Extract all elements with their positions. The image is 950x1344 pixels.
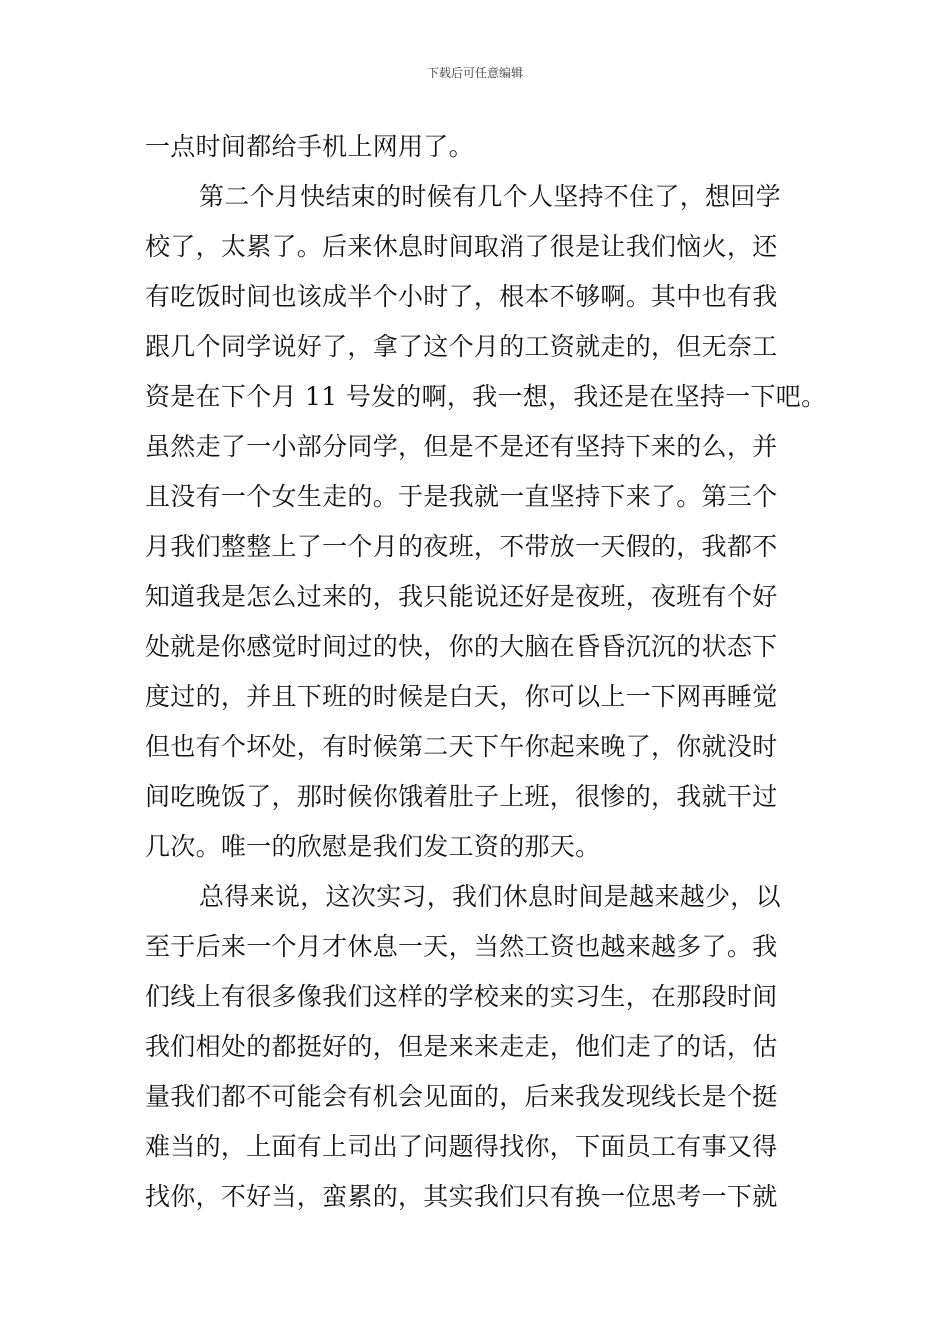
text-line: 处就是你感觉时间过的快，你的大脑在昏昏沉沉的状态下 <box>145 632 778 661</box>
text-line: 至于后来一个月才休息一天，当然工资也越来越多了。我 <box>145 932 778 961</box>
text-line: 且没有一个女生走的。于是我就一直坚持下来了。第三个 <box>145 482 778 511</box>
text-line: 虽然走了一小部分同学，但是不是还有坚持下来的么，并 <box>145 432 778 461</box>
text-line: 度过的，并且下班的时候是白天，你可以上一下网再睡觉 <box>145 682 778 711</box>
text-line: 月我们整整上了一个月的夜班，不带放一天假的，我都不 <box>145 532 778 561</box>
text-line: 跟几个同学说好了，拿了这个月的工资就走的，但无奈工 <box>145 332 778 361</box>
text-line: 找你，不好当，蛮累的，其实我们只有换一位思考一下就 <box>145 1182 778 1211</box>
page-header: 下载后可任意编辑 <box>426 66 523 80</box>
text-line: 有吃饭时间也该成半个小时了，根本不够啊。其中也有我 <box>145 282 778 311</box>
text-line: 几次。唯一的欣慰是我们发工资的那天。 <box>145 832 601 861</box>
text-line: 一点时间都给手机上网用了。 <box>145 132 474 161</box>
text-line: 知道我是怎么过来的，我只能说还好是夜班，夜班有个好 <box>145 582 778 611</box>
text-line: 第二个月快结束的时候有几个人坚持不住了，想回学 <box>199 182 781 211</box>
text-line: 间吃晚饭了，那时候你饿着肚子上班，很惨的，我就干过 <box>145 782 778 811</box>
text-line: 资是在下个月 11 号发的啊，我一想，我还是在坚持一下吧。 <box>145 382 827 411</box>
text-line: 我们相处的都挺好的，但是来来走走，他们走了的话，估 <box>145 1032 778 1061</box>
text-line: 总得来说，这次实习，我们休息时间是越来越少，以 <box>199 882 781 911</box>
text-line: 但也有个坏处，有时候第二天下午你起来晚了，你就没时 <box>145 732 778 761</box>
text-line: 难当的，上面有上司出了问题得找你，下面员工有事又得 <box>145 1132 778 1161</box>
text-line: 们线上有很多像我们这样的学校来的实习生，在那段时间 <box>145 982 778 1011</box>
document-body <box>145 122 827 1222</box>
text-line: 量我们都不可能会有机会见面的，后来我发现线长是个挺 <box>145 1082 778 1111</box>
text-line: 校了，太累了。后来休息时间取消了很是让我们恼火，还 <box>145 232 778 261</box>
